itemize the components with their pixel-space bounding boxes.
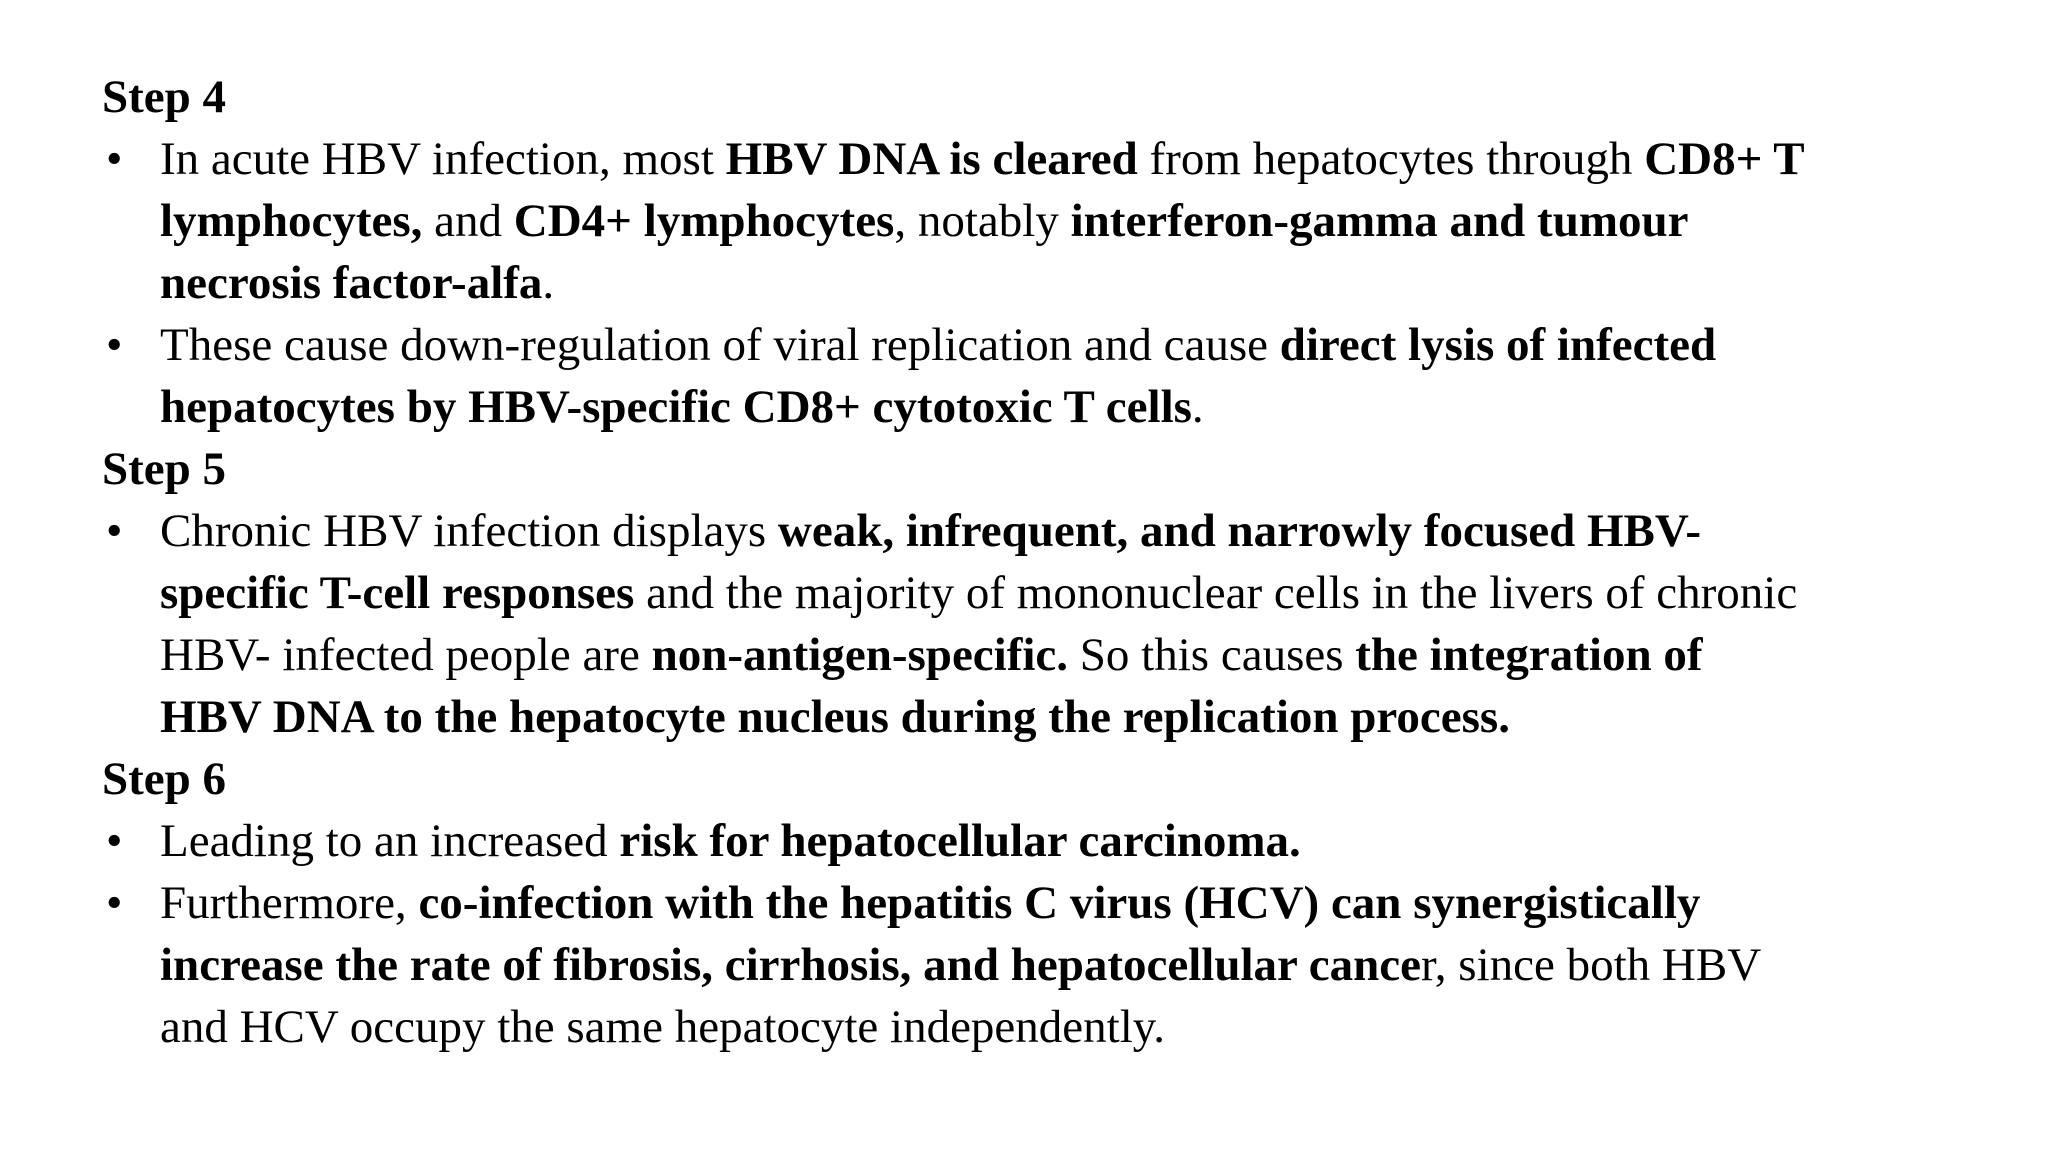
bold-text-run: interferon-gamma and tumour: [1070, 195, 1689, 247]
text-line: [160, 996, 2002, 1058]
bullet-item: [102, 500, 2002, 748]
bullet-list: [102, 500, 2002, 748]
section-step-4: [102, 66, 2002, 438]
bullet-dot: •: [106, 319, 123, 371]
text-line: [160, 934, 2002, 996]
text-run: So this causes: [1068, 629, 1356, 681]
bold-text-run: weak, infrequent, and narrowly focused HBV-: [777, 505, 1702, 557]
bold-text-run: hepatocytes by HBV-specific CD8+ cytotoxic T cells: [160, 381, 1192, 433]
bold-text-run: HBV DNA to the hepatocyte nucleus during the replication process.: [160, 691, 1510, 743]
text-line: [160, 376, 2002, 438]
bold-text-run: increase the rate of fibrosis, cirrhosis, and hepatocellular cance: [160, 939, 1422, 991]
text-run: and: [422, 195, 514, 247]
text-run: These cause down-regulation of viral replication and cause: [160, 319, 1280, 371]
text-run: from hepatocytes through: [1137, 133, 1645, 185]
text-run: Furthermore,: [160, 877, 419, 929]
bullet-dot: •: [106, 877, 123, 929]
bullet-list: [102, 810, 2002, 1058]
text-run: Leading to an increased: [160, 815, 620, 867]
bold-text-run: non-antigen-specific.: [651, 629, 1069, 681]
bold-text-run: CD8+ T: [1644, 133, 1805, 185]
text-line: [160, 624, 2002, 686]
text-run: r, since both HBV: [1421, 939, 1762, 991]
bullet-dot: •: [106, 815, 123, 867]
section-step-6: [102, 748, 2002, 1058]
step-heading: Step 6: [102, 753, 227, 805]
bold-text-run: specific T-cell responses: [160, 567, 635, 619]
bullet-item: [102, 810, 2002, 872]
text-line: [160, 810, 2002, 872]
bullet-item: [102, 872, 2002, 1058]
text-line: [160, 190, 2002, 252]
bullet-dot: •: [106, 505, 123, 557]
section-step-5: [102, 438, 2002, 748]
step-heading: Step 4: [102, 71, 227, 123]
bold-text-run: risk for hepatocellular carcinoma.: [619, 815, 1301, 867]
text-run: .: [1191, 381, 1204, 433]
text-line: [160, 872, 2002, 934]
bullet-list: [102, 128, 2002, 438]
bold-text-run: CD4+ lymphocytes: [513, 195, 895, 247]
bullet-dot: •: [106, 133, 123, 185]
text-line: [160, 252, 2002, 314]
text-run: HBV- infected people are: [160, 629, 652, 681]
text-line: [160, 500, 2002, 562]
text-run: Chronic HBV infection displays: [160, 505, 778, 557]
bold-text-run: HBV DNA is cleared: [725, 133, 1138, 185]
bold-text-run: lymphocytes,: [160, 195, 423, 247]
text-line: [160, 128, 2002, 190]
bullet-item: [102, 314, 2002, 438]
text-run: , notably: [894, 195, 1071, 247]
text-line: [160, 562, 2002, 624]
bold-text-run: the integration of: [1355, 629, 1703, 681]
bold-text-run: direct lysis of infected: [1279, 319, 1717, 371]
text-run: .: [542, 257, 555, 309]
text-line: [160, 314, 2002, 376]
slide-content: [102, 66, 2002, 1058]
text-run: In acute HBV infection, most: [160, 133, 726, 185]
bold-text-run: necrosis factor-alfa: [160, 257, 543, 309]
bullet-item: [102, 128, 2002, 314]
text-run: and HCV occupy the same hepatocyte independently.: [160, 1001, 1165, 1053]
step-heading: Step 5: [102, 443, 227, 495]
text-line: [160, 686, 2002, 748]
text-run: and the majority of mononuclear cells in the livers of chronic: [634, 567, 1798, 619]
bold-text-run: co-infection with the hepatitis C virus (HCV) can synergistically: [418, 877, 1701, 929]
